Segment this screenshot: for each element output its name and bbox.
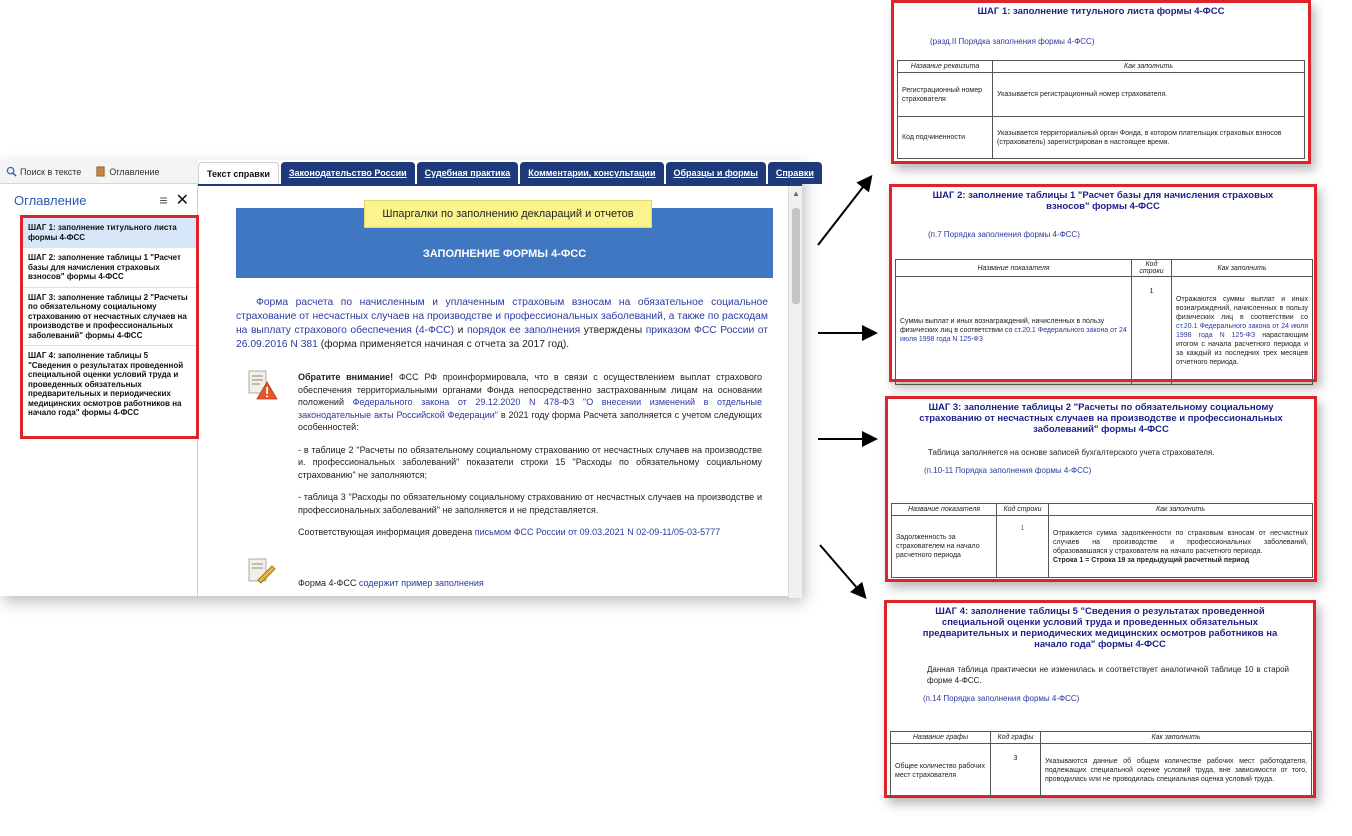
step4-panel	[884, 600, 1316, 798]
step2-table	[895, 259, 1313, 385]
toc-list	[20, 215, 199, 439]
cell-text: Отражается сумма задолженности по страховым взносам от несчастных случаев на производстве и профессиональных заболеваний, образовавшаяся у страхователя на начало расчетного периода.	[1053, 529, 1308, 555]
pencil-document-icon	[246, 556, 278, 588]
arrow-step4	[820, 545, 864, 596]
table-cell	[1049, 516, 1313, 578]
note-text: в 2021 году форма Расчета заполняется с учетом следующих особенностей:	[298, 409, 763, 432]
toc-item-step2[interactable]: ШАГ 2: заполнение таблицы 1 "Расчет базы для начисления страховых взносов" формы 4-ФСС	[23, 248, 196, 288]
step2-panel	[889, 184, 1317, 382]
cell-text: Суммы выплат и иных вознаграждений, начисленных в пользу физических лиц в соответствии со	[900, 318, 1105, 334]
tab-bar	[198, 160, 814, 184]
cell-formula: Строка 1 = Строка 19 за предыдущий расчетный период	[1053, 556, 1250, 564]
step1-panel	[891, 0, 1311, 164]
step2-title-a: ШАГ 2: заполнение	[932, 190, 1026, 201]
note-bullet: - таблица 3 "Расходы по обязательному социальному страхованию от несчастных случаев на производстве и профессиональных заболеваний" не заполняется и не представляется.	[298, 492, 762, 515]
col-header: Как заполнить	[993, 61, 1305, 73]
step1-title-b: титульного листа формы 4-ФСС	[1070, 6, 1225, 17]
step4-table	[890, 731, 1312, 798]
step3-panel	[885, 396, 1317, 582]
step3-title	[888, 399, 1314, 435]
table-cell: 1	[1132, 277, 1172, 385]
form-sample-line	[298, 578, 484, 588]
table-cell	[1172, 277, 1313, 385]
law-link[interactable]: ст.20.1 Федерального закона от 24 июля 1998 года N 125-ФЗ	[1176, 322, 1308, 339]
table-cell: Общее количество рабочих мест страхователя	[891, 744, 991, 798]
col-header: Как заполнить	[1041, 732, 1312, 744]
book-icon	[95, 166, 106, 177]
info-text: Соответствующая информация доведена	[298, 527, 475, 537]
step3-title-b: таблицы 2 "Расчеты по обязательному социальному страхованию от несчастных случаев на производстве и профессиональных заболеваний" формы 4-ФСС	[919, 402, 1283, 435]
menu-icon[interactable]: ≡	[159, 192, 168, 208]
warning-icon	[246, 369, 278, 401]
step3-title-a: ШАГ 3: заполнение	[928, 402, 1022, 413]
intro-text: (форма применяется начиная с отчета за 2017 год).	[317, 339, 570, 350]
order-link[interactable]: порядок ее заполнения	[466, 325, 581, 336]
category-tag: Шпаргалки по заполнению деклараций и отчетов	[364, 200, 652, 228]
toc-toggle-label: Оглавление	[109, 166, 160, 177]
step4-title	[887, 603, 1313, 650]
step2-link[interactable]: (п.7 Порядка заполнения формы 4-ФСС)	[928, 230, 1080, 239]
tab-court-practice[interactable]: Судебная практика	[417, 162, 519, 184]
note-bullet: - в таблице 2 "Расчеты по обязательному социальному страхованию от несчастных случаев на производстве и. профессиональных заболеваний" показатели строки 15 "Расходы по обязательному социальному страхованию" не заполняются;	[298, 444, 762, 480]
col-header: Как заполнить	[1172, 260, 1313, 277]
search-icon	[6, 166, 17, 177]
sample-link[interactable]: содержит пример заполнения	[358, 578, 484, 588]
scroll-up-icon[interactable]: ▲	[792, 189, 800, 198]
step3-table	[891, 503, 1313, 578]
toc-toggle-button[interactable]	[95, 166, 159, 177]
step4-link[interactable]: (п.14 Порядка заполнения формы 4-ФСС)	[923, 694, 1080, 703]
toc-item-step1[interactable]: ШАГ 1: заполнение титульного листа формы 4-ФСС	[23, 218, 196, 248]
tab-comments[interactable]: Комментарии, консультации	[520, 162, 663, 184]
law-link[interactable]: ст.20.1 Федерального закона от 24 июля 1998 года N 125-ФЗ	[900, 327, 1127, 343]
table-cell: Код подчиненности	[898, 117, 993, 159]
table-cell	[896, 277, 1132, 385]
document-title: ЗАПОЛНЕНИЕ ФОРМЫ 4-ФСС	[422, 248, 587, 260]
intro-paragraph	[236, 296, 768, 352]
step2-title-b: таблицы 1 "Расчет базы для начисления страховых взносов" формы 4-ФСС	[1025, 190, 1274, 212]
arrow-step1	[818, 178, 870, 245]
close-icon[interactable]: ✕	[175, 192, 189, 209]
step4-title-a: ШАГ 4: заполнение	[935, 606, 1029, 617]
step3-text: Таблица заполняется на основе записей бухгалтерского учета страхователя.	[928, 448, 1215, 457]
intro-text: утверждены	[580, 325, 646, 336]
toc-item-step3[interactable]: ШАГ 3: заполнение таблицы 2 "Расчеты по обязательному социальному страхованию от несчастных случаев на производстве и профессиональных заболеваний" формы 4-ФСС	[23, 288, 196, 347]
form-text: Форма 4-ФСС	[298, 578, 359, 588]
cell-text: нарастающим итогом с начала расчетного периода и за каждый из последних трех месяцев отчетного периода.	[1176, 331, 1309, 366]
fss-letter-link[interactable]: письмом ФСС России от 09.03.2021 N 02-09-11/05-03-5777	[474, 527, 721, 537]
col-header: Название реквизита	[898, 61, 993, 73]
table-cell: Регистрационный номер страхователя	[898, 73, 993, 117]
toc-header	[0, 184, 197, 216]
toc-item-step4[interactable]: ШАГ 4: заполнение таблицы 5 "Сведения о результатах проведенной специальной оценки условий труда и проведенных обязательных предварительных и периодических медицинских осмотров работников на начало года" формы 4-ФСС	[28, 351, 184, 417]
federal-law-link[interactable]: Федерального закона от 29.12.2020 N 478-ФЗ "О внесении изменений в отдельные законодательные акты Российской Федерации"	[298, 397, 762, 420]
tab-references[interactable]: Справки	[768, 162, 822, 184]
step1-title	[894, 3, 1308, 17]
tab-legislation[interactable]: Законодательство России	[281, 162, 415, 184]
scroll-thumb[interactable]	[792, 208, 800, 304]
document-content	[198, 184, 802, 596]
col-header: Код строки	[1132, 260, 1172, 277]
table-cell: Задолженность за страхователем на начало расчетного периода	[892, 516, 997, 578]
search-in-text-label: Поиск в тексте	[20, 166, 82, 177]
col-header: Как заполнить	[1049, 504, 1313, 516]
table-cell: Указывается регистрационный номер страхователя.	[993, 73, 1305, 117]
col-header: Код графы	[991, 732, 1041, 744]
col-header: Код строки	[997, 504, 1049, 516]
table-cell: Указывается территориальный орган Фонда, в котором плательщик страховых взносов (страхователь) зарегистрирован в настоящее время.	[993, 117, 1305, 159]
step4-text: Данная таблица практически не изменилась и соответствует аналогичной таблице 10 в старой форме 4-ФСС.	[927, 665, 1289, 685]
step3-link[interactable]: (п.10-11 Порядка заполнения формы 4-ФСС)	[924, 466, 1092, 475]
note-text: ФСС РФ проинформировала, что в связи с осуществлением выплат страхового обеспечения территориальными органами Фонда непосредственно застрахованным лицам на основании положений	[298, 372, 762, 407]
table-cell: Указываются данные об общем количестве рабочих мест работодателя, подлежащих специальной оценке условий труда, вне зависимости от того, проводилась или не проводилась специальная оценка условий труда.	[1041, 744, 1312, 798]
intro-text: и	[454, 325, 467, 336]
step1-link[interactable]: (разд.II Порядка заполнения формы 4-ФСС)	[930, 37, 1095, 46]
tab-help-text[interactable]: Текст справки	[198, 162, 279, 184]
note-heading: Обратите внимание!	[298, 372, 394, 382]
cell-text: Отражаются суммы выплат и иных вознаграждений, начисленных в пользу физических лиц в соответствии со	[1176, 295, 1308, 321]
table-cell: 1	[997, 516, 1049, 578]
form-link[interactable]: Форма расчета по начисленным и уплаченным страховым взносам на обязательное социальное страхование от несчастных случаев на производстве и профессиональных заболеваний, а также по расходам на выплату страхового обеспечения (4-ФСС)	[236, 297, 768, 336]
col-header: Название графы	[891, 732, 991, 744]
col-header: Название показателя	[892, 504, 997, 516]
decree-link[interactable]: приказом ФСС России от 26.09.2016 N 381	[236, 325, 768, 350]
search-in-text-button[interactable]	[6, 166, 81, 177]
tab-samples-forms[interactable]: Образцы и формы	[666, 162, 766, 184]
toc-title: Оглавление	[14, 192, 87, 208]
col-header: Название показателя	[896, 260, 1132, 277]
attention-note	[298, 371, 762, 549]
table-cell: 3	[991, 744, 1041, 798]
step4-title-b: таблицы 5 "Сведения о результатах проведенной специальной оценки условий труда и проведенных обязательных предварительных и периодических медицинских осмотров работников на начало года" формы 4-ФСС	[922, 606, 1278, 650]
vertical-scrollbar[interactable]	[788, 186, 802, 598]
step1-table	[897, 60, 1305, 159]
step1-title-a: ШАГ 1: заполнение	[977, 6, 1071, 17]
step2-title	[892, 187, 1314, 212]
document-banner	[236, 208, 773, 278]
top-toolbar	[0, 160, 198, 184]
